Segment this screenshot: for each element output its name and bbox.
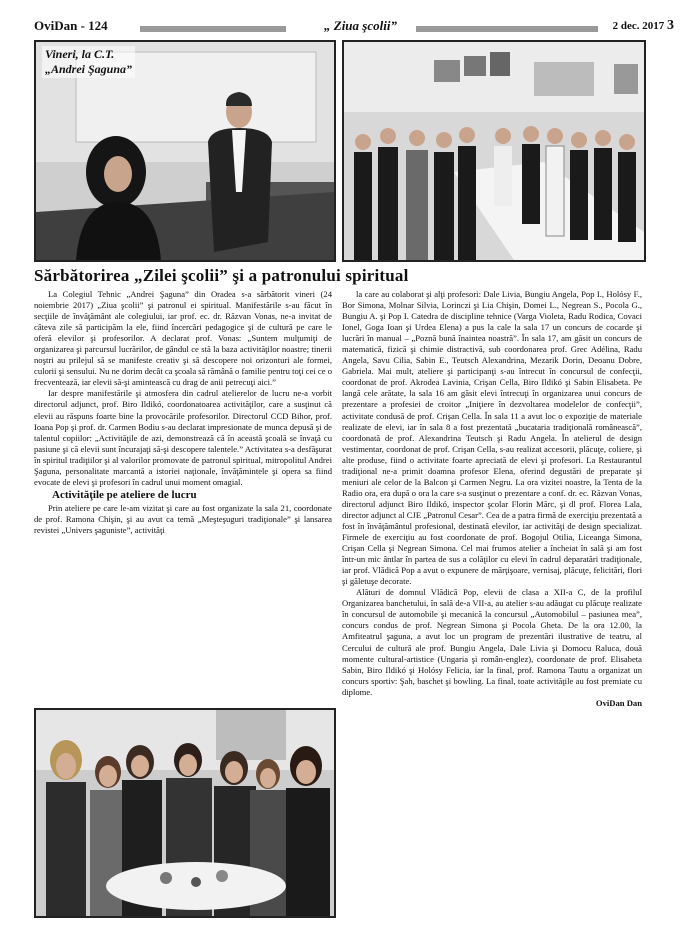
issue-date: 2 dec. 2017 xyxy=(612,20,665,32)
article-column-right xyxy=(342,289,642,917)
article-paragraph: Prin ateliere pe care le-am vizitat şi care au fost organizate la sala 21, coordonate de prof. Ramona Chişin, şi au avut ca temă „Meşteşuguri tradiţionale” şi lansarea revistei „Univers şaguniste”, activităţi xyxy=(34,502,332,535)
article-signature: OviDan Dan xyxy=(595,697,642,708)
caption-line-2: „Andrei Şaguna” xyxy=(45,62,133,76)
article-paragraph: Alături de domnul Vlădică Pop, elevii de clasa a XII-a C, de la profilul Organizarea banchetului, în sală de-a VII-a, au atelier s-au adăugat cu plăcuţe realizate în concursul de automobile şi mecanică la concursul „Automobilul – pasiunea mea”, concurs condus de prof. Negrean Simona şi Pocola Gheta. De la ora 12.00, la Amfiteatrul şaguna, a avut loc un program de prezentări ilustrative de teatru, al Cercului de cultură ale prof. Bungiu Angela, Dale Livia şi Domocu Raluca, două momente cultural-artistice (Ungaria şi român-englez), coordonate de prof. Elisabeta Sabin, Biro Ildikó şi Holósy Felicia, iar la final, prof. Ramona Tautu a organizat un concurs sportiv: Şah, baschet şi bowling. La final, toate activităţile au fost premiate cu diplome. xyxy=(342,587,642,697)
section-title: „ Ziua şcolii” xyxy=(324,18,397,33)
header-rule-right xyxy=(416,26,598,32)
article-paragraph: Iar despre manifestările şi atmosfera din cadrul atelierelor de lucru ne-a vorbit directorul adjunct, prof. Biro Ildikó, coordonatoarea activităţilor, care a susţinut că elevii au răspuns foarte bine la provocările profesorilor. Directorul CCD Bihor, prof. Ioana Pop şi prof. dr. Carmen Bodiu s-au declarat impresionate de munca depusă şi de talentul copiilor: „Activităţile de azi, demonstrează că în această şcoală se învaţă cu pasiune şi că elevii sunt încurajaţi să-şi descopere talentele.” Activitatea s-a desfăşurat în spiritul tradiţiilor şi al valorilor promovate de patronul spiritual, mitropolitul Andrei Şaguna, personalitate marcantă a istoriei naţionale, învăţămintele şi opera sa fiind evocate de elevi şi profesori în cadrul unui moment omagial. xyxy=(34,388,332,487)
article-paragraph: la care au colaborat şi alţi profesori: Dale Livia, Bungiu Angela, Pop I., Holósy F., Bor Simona, Molnar Silvia, Lorinczi şi Lia Chişin, Domei L., Negrean S., Pocola G., Bungiu A. şi Pop I. Catedra de discipline tehnice (Varga Violeta, Radu Rodica, Covaci Ionel, Goga Ioan şi Urdea Elena) a pus la cale la sala 17 un concurs de cocarde şi lucrări în manual – „Poznă bună înaintea noastră”. În sala 17, am găsit un concurs de matematică, fizică şi chimie distractivă, sub coordonarea prof. Grec Adélina, Radu Angela, Savu Cilia, Sabin E., Teutsch Alexandrina, Mezarik Dorin, Deoanu Dobre, Gabriela. Mai mult, ateliere şi participanţi s-au întrecut în concursul de confecţii, coordonat de prof. Akrodea Lavinia, Crişan Cella, Biro Ildikó şi Sabin Elisabeta. Pe langă cele arătate, la sala 16 am găsit elevi întrecuţi în organizarea unui concurs de prezentare a profesiei de croitor „Iniţiere în dezvoltarea modelelor de confecţii”, activitate condusă de prof. Crişan Cella. În sala 11 a avut loc o expoziţie de materiale realizate de elevi, iar în sala 8 a fost prezentată „bucataria tradiţională românească”, coordonată de prof. Alexandrina Teutsch şi Radu Angela. În atelierul de design vestimentar, coordonat de prof. Crişan Cella, s-au realizat accesorii, plăcuţe, coliere, şi alte produse, fiind o activitate foarte apreciată de elevi şi profesori. La Restaurantul tradiţional ne-a primit doamna profesor Elena, oferind degustări de preparate şi meniuri ale celor de la Balcon şi Carmen Negru. La ora vizitei noastre, la Tenta de la Radio ora, era după o ora la care s-a susţinut o prezentare a conf. dr. ec. Răzvan Vonas, directorul adjunct Biro Ildikó, inspector şcolar Florin Mărc, şi dl prof. Florea Lala, director adjunct al CJE „Patronul Cesar”. Cea de a patra firmă de exerciţiu prezentată a fost în învăţământul profesional, destinată elevilor, iar activităţi de design specializat. Firmele de exerciţiu au fost coordonate de prof. Bogojul Otilia, Liceanga Simona, Crişan Cella şi Negrean Simona. Cel mai frumos atelier a încheiat în sală şi am fost într-un mic ântlar în partea de sus a colăţilor cu elevi în cadrul deparatări tradiţionale, iar prof. Vlădică Pop a avut o expunere de mărţişoare, vernisaj, plăcuţe, felicitări, flori şi găletuşe decorate. xyxy=(342,289,642,587)
photo-group-exhibition xyxy=(344,42,644,260)
date-page xyxy=(613,18,674,34)
page-number: 3 xyxy=(667,18,674,33)
page-header xyxy=(34,18,674,38)
publication-name: OviDan - 124 xyxy=(34,18,108,33)
photo-top-right xyxy=(342,40,646,262)
article-title: Sărbătorirea „Zilei şcolii” şi a patronului spiritual xyxy=(34,266,409,285)
photo-bottom-left xyxy=(34,708,336,918)
photo-top-left xyxy=(34,40,336,262)
article-subheading: Activităţile pe ateliere de lucru xyxy=(52,488,197,501)
article-paragraph: La Colegiul Tehnic „Andrei Şaguna” din Oradea s-a sărbătorit vineri (24 noiembrie 2017) „Ziua şcolii” şi patronul ei spiritual. Manifestările s-au făcut în secţiile de învăţământ ale colegiului, iar prof. ec. dr. Răzvan Vonas, ne-a invitat de câteva zile să participăm la ele, fiind încercări pedagogice şi de cultură pe care le oferă elevilor şi profesorilor. A declarat prof. Vonas: „Suntem mulţumiţi de organizarea şi parcursul lucrărilor, de gândul ce stă la baza activităţilor noastre; tinerii noştri au prilejul să se manifeste creativ şi să descopere noi orizonturi ale formei, culorii şi sensului. Nu ne dorim decât ca şcoala să rămână o familie pentru toţi cei ce o frecventează, iar elevii să-şi amintească cu drag de anii petrecuţi aici.” xyxy=(34,289,332,388)
photo-teachers-group xyxy=(36,710,334,916)
article-column-left xyxy=(34,289,332,699)
header-rule-left xyxy=(140,26,286,32)
caption-line-1: Vineri, la C.T. xyxy=(45,47,115,61)
photo-caption xyxy=(42,46,135,78)
